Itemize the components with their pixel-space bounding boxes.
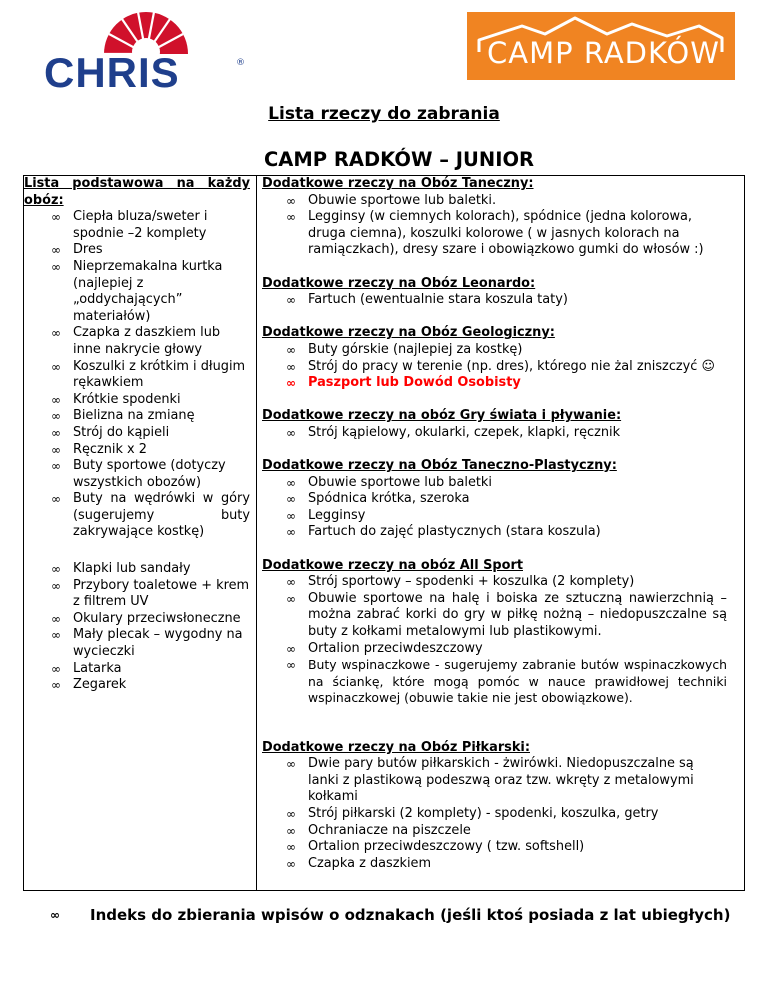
list-item: ∞ Mały plecak – wygodny na wycieczki xyxy=(51,627,243,660)
list-item: ∞ Krótkie spodenki xyxy=(51,391,181,407)
section-geologiczny xyxy=(262,325,727,391)
bullet-icon: ∞ xyxy=(51,562,61,577)
basic-list-column xyxy=(24,176,250,694)
list-item: ∞ Strój kąpielowy, okularki, czepek, klapki, ręcznik xyxy=(286,424,621,440)
bullet-icon: ∞ xyxy=(286,840,296,855)
list-item-warning: ∞ Paszport lub Dowód Osobisty xyxy=(286,375,521,391)
basic-list-a xyxy=(24,209,250,541)
list-item: ∞ Buty sportowe (dotyczy wszystkich obozów) xyxy=(51,458,226,490)
section-header: Dodatkowe rzeczy na Obóz Geologiczny: xyxy=(262,325,555,341)
list-item: ∞ Fartuch do zajęć plastycznych (stara koszula) xyxy=(286,524,601,540)
bullet-icon: ∞ xyxy=(51,661,61,676)
bullet-icon: ∞ xyxy=(51,578,61,593)
chris-logo xyxy=(40,8,250,96)
bullet-icon: ∞ xyxy=(51,259,61,274)
camp-logo-text: CAMP RADKÓW xyxy=(487,36,720,70)
list-item: ∞ Buty na wędrówki w góry (sugerujemy buty zakrywające kostkę) xyxy=(51,491,250,540)
bullet-icon: ∞ xyxy=(51,210,61,225)
list-item: ∞ Ciepła bluza/sweter i spodnie –2 komplety xyxy=(51,209,208,241)
bullet-icon: ∞ xyxy=(286,757,296,772)
list-item: ∞ Dres xyxy=(51,242,103,258)
bullet-icon: ∞ xyxy=(286,210,296,225)
bullet-icon: ∞ xyxy=(286,525,296,540)
bullet-icon: ∞ xyxy=(286,856,296,871)
section-taneczny xyxy=(262,176,727,259)
bullet-icon: ∞ xyxy=(51,409,61,424)
basic-list-b xyxy=(24,561,250,694)
basic-list-header: Lista podstawowa na każdy obóz: xyxy=(24,176,250,208)
list-item: ∞ Czapka z daszkiem xyxy=(286,855,432,871)
section-header: Dodatkowe rzeczy na Obóz Taneczno-Plastyczny: xyxy=(262,458,617,474)
bullet-icon: ∞ xyxy=(286,806,296,821)
bullet-icon: ∞ xyxy=(51,628,61,643)
bullet-icon: ∞ xyxy=(286,641,296,656)
section-header: Dodatkowe rzeczy na Obóz Leonardo: xyxy=(262,275,536,291)
list-item: ∞ Ręcznik x 2 xyxy=(51,441,147,457)
bullet-icon: ∞ xyxy=(286,591,296,606)
list-item: ∞ Okulary przeciwsłoneczne xyxy=(51,610,241,626)
footer-text: Indeks do zbierania wpisów o odznakach (jeśli ktoś posiada z lat ubiegłych) xyxy=(90,906,731,924)
list-item: ∞ Strój piłkarski (2 komplety) - spodenki, koszulka, getry xyxy=(286,805,659,821)
table-divider xyxy=(256,175,257,891)
bullet-icon: ∞ xyxy=(51,392,61,407)
section-leonardo xyxy=(262,276,727,309)
bullet-icon: ∞ xyxy=(51,359,61,374)
bullet-icon: ∞ xyxy=(51,442,61,457)
list-item: ∞ Strój do pracy w terenie (np. dres), którego nie żal zniszczyć ☺ xyxy=(286,358,715,374)
section-header: Dodatkowe rzeczy na Obóz Piłkarski: xyxy=(262,739,530,755)
list-item: ∞ Obuwie sportowe na halę i boiska ze sztuczną nawierzchnią – można zabrać korki do gry w piłkę nożną – niedopuszczalne są buty z kołkami metalowymi lub plastikowymi. xyxy=(286,590,727,640)
section-pilkarski xyxy=(262,740,727,873)
bullet-icon: ∞ xyxy=(286,823,296,838)
camp-radkow-logo xyxy=(467,12,735,80)
list-item: ∞ Koszulki z krótkim i długim rękawkiem xyxy=(51,358,246,391)
bullet-icon: ∞ xyxy=(51,492,61,507)
bullet-icon: ∞ xyxy=(286,193,296,208)
list-item: ∞ Obuwie sportowe lub baletki. xyxy=(286,192,497,208)
bullet-icon: ∞ xyxy=(51,326,61,341)
list-item: ∞ Spódnica krótka, szeroka xyxy=(286,491,470,507)
bullet-icon: ∞ xyxy=(286,658,296,673)
extra-items-column xyxy=(262,176,727,889)
bullet-icon: ∞ xyxy=(51,459,61,474)
list-item: ∞ Ochraniacze na piszczele xyxy=(286,822,471,838)
list-item: ∞ Obuwie sportowe lub baletki xyxy=(286,474,492,490)
list-item: ∞ Klapki lub sandały xyxy=(51,561,191,577)
bullet-icon: ∞ xyxy=(51,243,61,258)
list-item: ∞ Latarka xyxy=(51,660,122,676)
list-item: ∞ Strój do kąpieli xyxy=(51,424,170,440)
bullet-icon: ∞ xyxy=(51,425,61,440)
page-title: Lista rzeczy do zabrania xyxy=(268,104,500,124)
list-item: ∞ Zegarek xyxy=(51,677,127,693)
list-item: ∞ Czapka z daszkiem lub inne nakrycie głowy xyxy=(51,325,221,357)
section-all-sport xyxy=(262,558,727,707)
bullet-icon: ∞ xyxy=(51,678,61,693)
bullet-icon: ∞ xyxy=(286,342,296,357)
list-item: ∞ Nieprzemakalna kurtka (najlepiej z „oddychających” materiałów) xyxy=(51,258,223,324)
bullet-icon: ∞ xyxy=(51,611,61,626)
list-item: ∞ Bielizna na zmianę xyxy=(51,408,195,424)
bullet-icon: ∞ xyxy=(286,508,296,523)
list-item: ∞ Buty górskie (najlepiej za kostkę) xyxy=(286,341,523,357)
bullet-icon: ∞ xyxy=(286,575,296,590)
bullet-icon: ∞ xyxy=(286,359,296,374)
section-header: Dodatkowe rzeczy na Obóz Taneczny: xyxy=(262,176,534,191)
bullet-icon: ∞ xyxy=(286,492,296,507)
bullet-icon: ∞ xyxy=(50,908,60,922)
list-item: ∞ Dwie pary butów piłkarskich - żwirówki. Niedopuszczalne są lanki z plastikową podeszwą oraz tzw. wkręty z metalowymi kołkami xyxy=(286,756,694,805)
chris-logo-text: CHRIS xyxy=(44,49,180,96)
list-item: ∞ Fartuch (ewentualnie stara koszula taty) xyxy=(286,292,568,308)
bullet-icon: ∞ xyxy=(286,475,296,490)
list-item: ∞ Buty wspinaczkowe - sugerujemy zabranie butów wspinaczkowych na ściankę, które mogą pomóc w nauce prawidłowej techniki wspinaczkowej (obuwie takie nie jest obowiązkowe). xyxy=(286,657,727,706)
section-header: Dodatkowe rzeczy na obóz Gry świata i pływanie: xyxy=(262,408,622,424)
registered-mark: ® xyxy=(236,58,245,68)
bullet-icon: ∞ xyxy=(286,293,296,308)
list-item: ∞ Ortalion przeciwdeszczowy ( tzw. softshell) xyxy=(286,839,585,855)
list-item: ∞ Przybory toaletowe + krem z filtrem UV xyxy=(51,577,250,610)
section-header: Dodatkowe rzeczy na obóz All Sport xyxy=(262,557,523,573)
page-subtitle: CAMP RADKÓW – JUNIOR xyxy=(263,148,535,171)
section-gry-swiata xyxy=(262,408,727,441)
list-item: ∞ Legginsy (w ciemnych kolorach), spódnice (jedna kolorowa, druga ciemna), koszulki kolorowe ( w jasnych kolorach na ramiączkach), dresy szare i obowiązkowo gumki do włosów :) xyxy=(286,209,704,258)
list-item: ∞ Ortalion przeciwdeszczowy xyxy=(286,640,483,656)
section-taneczno-plastyczny xyxy=(262,458,727,541)
bullet-icon: ∞ xyxy=(286,376,296,391)
list-item: ∞ Strój sportowy – spodenki + koszulka (2 komplety) xyxy=(286,574,635,590)
list-item: ∞ Legginsy xyxy=(286,507,366,523)
bullet-icon: ∞ xyxy=(286,425,296,440)
